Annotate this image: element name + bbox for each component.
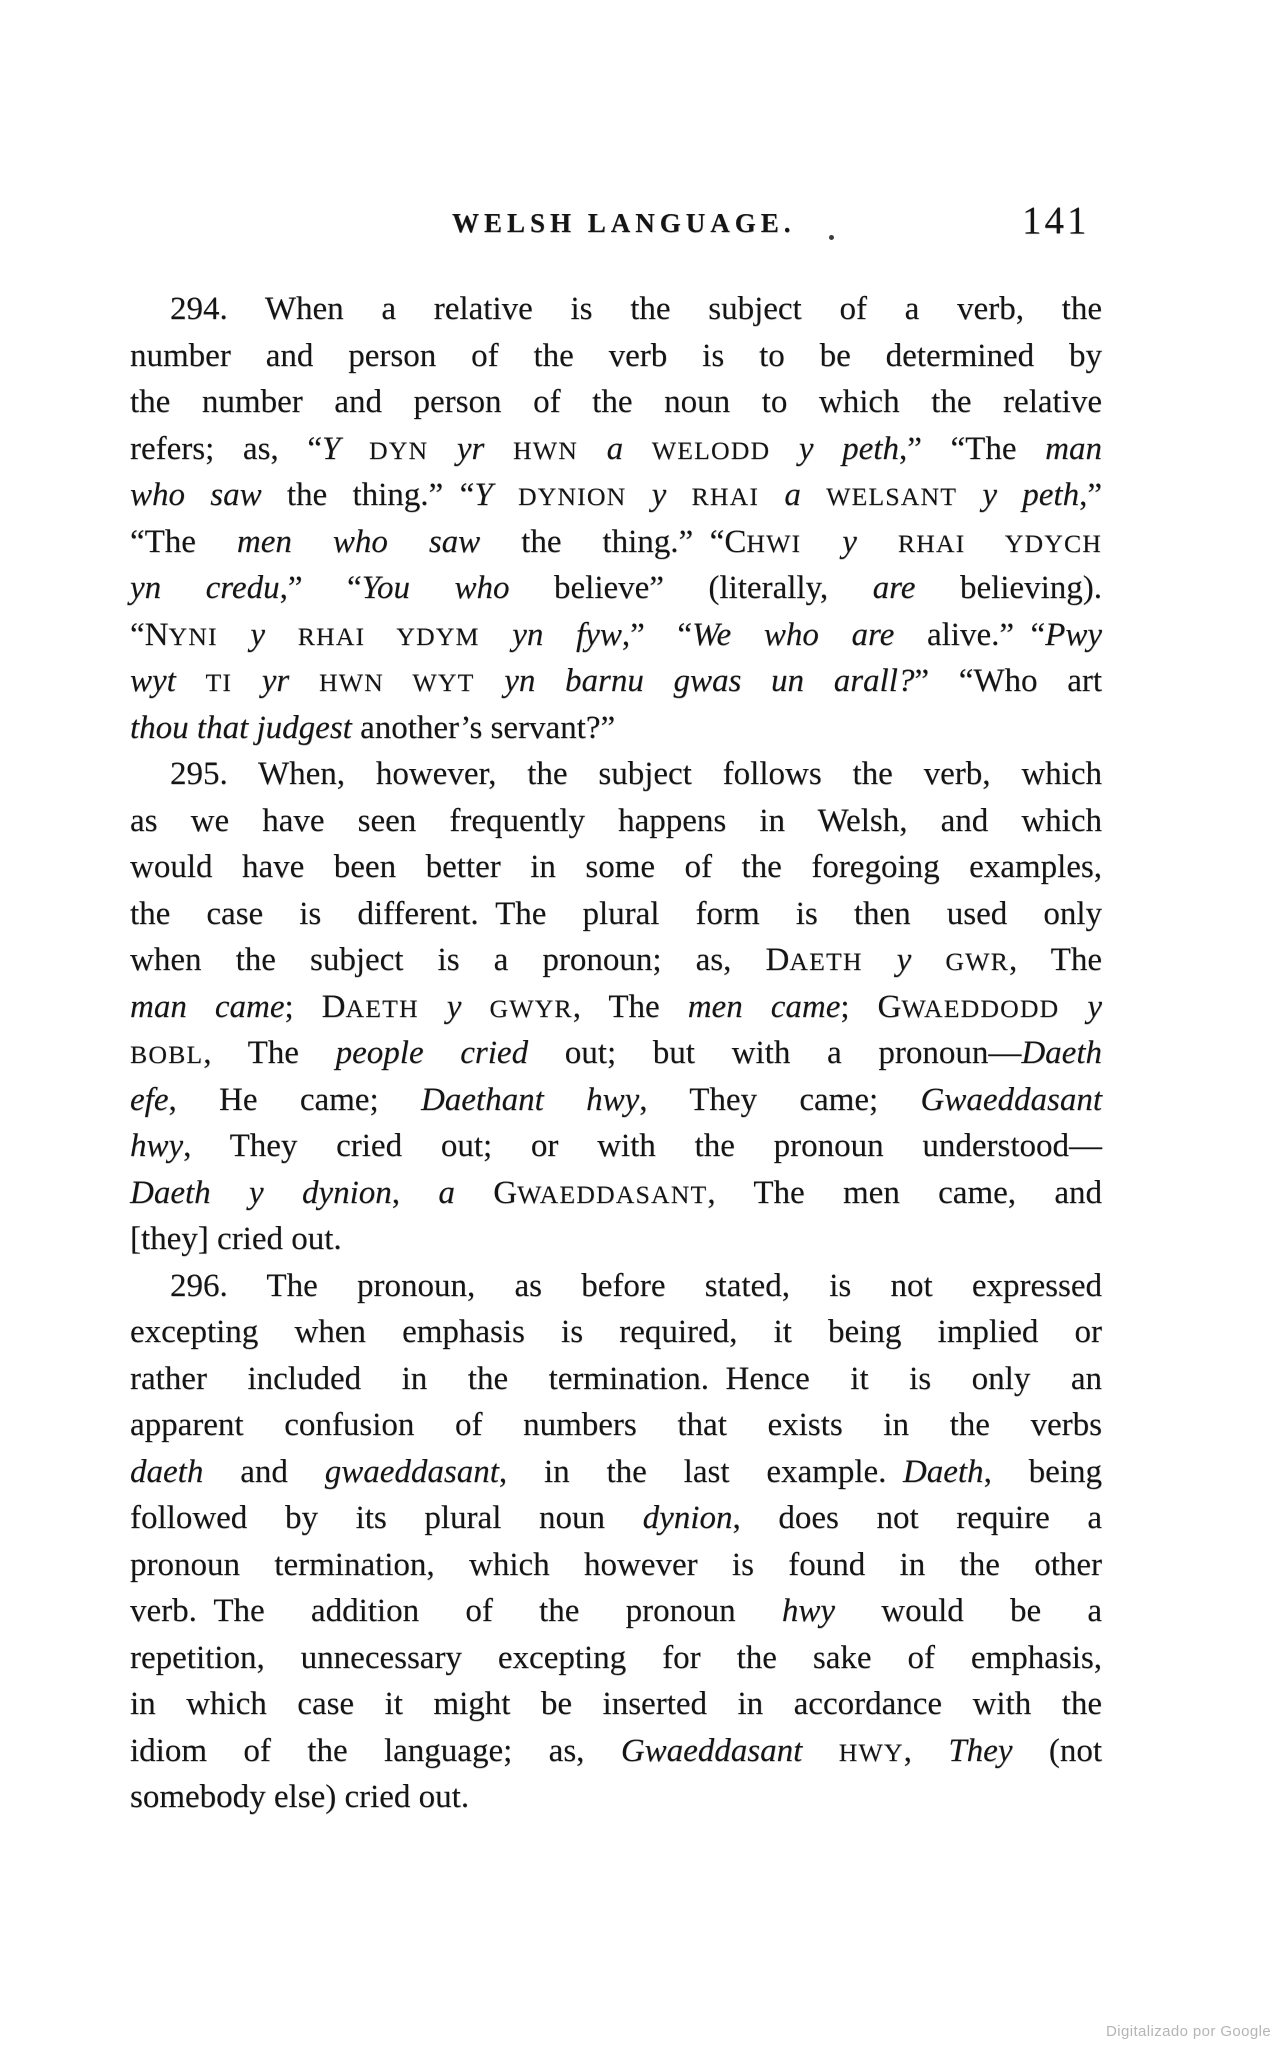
roman-text: number and person of the verb is to be determined by [130, 337, 1102, 374]
scan-artifact-dot [829, 235, 834, 240]
italic-text: Pwy [1045, 616, 1102, 653]
roman-text: apparent confusion of numbers that exists in the verbs [130, 1407, 1102, 1443]
text-line [130, 891, 1102, 938]
small-caps-text: HWN [513, 435, 578, 465]
italic-text: gwaeddasant [324, 1453, 499, 1490]
roman-text: as we have seen frequently happens in Welsh, and which [130, 802, 1102, 839]
italic-text: y [418, 988, 490, 1025]
roman-text: in which case it might be inserted in accordance with the [130, 1686, 1102, 1722]
text-line [130, 1216, 1102, 1263]
italic-text: Daeth y dynion [130, 1174, 392, 1211]
roman-text: pronoun termination, which however is found in the other [130, 1546, 1102, 1583]
italic-text: hwy [781, 1593, 835, 1629]
small-caps-text: TI [205, 668, 233, 697]
small-caps-text: BOBL [130, 1040, 204, 1069]
text-line [130, 1309, 1102, 1356]
italic-text: y [862, 942, 946, 978]
italic-text: y peth [770, 430, 899, 467]
text-line [130, 1542, 1102, 1589]
italic-text: men who saw [236, 523, 522, 560]
roman-text: would be a [835, 1593, 1103, 1629]
running-title: WELSH LANGUAGE. [452, 208, 796, 238]
roman-text: 295. When, however, the subject follows the verb, which [170, 756, 1102, 792]
text-line [130, 1263, 1102, 1310]
text-line [130, 612, 1102, 659]
italic-text: y [1059, 988, 1102, 1025]
roman-text: repetition, unnecessary excepting for the sake of emphasis, [130, 1639, 1102, 1676]
roman-text: “ [130, 616, 145, 653]
italic-text: hwy [130, 1128, 184, 1164]
roman-text: “The [130, 523, 237, 560]
italic-text: Gwaeddasant [620, 1732, 839, 1769]
roman-text: ” “Who art [914, 663, 1102, 699]
italic-text: are [872, 570, 916, 606]
text-line [130, 472, 1102, 519]
text-line [130, 798, 1102, 845]
small-caps-text: RHAI [691, 482, 760, 511]
text-block [130, 286, 1102, 1821]
small-caps-word: NYNI [144, 616, 218, 653]
roman-text: followed by its plural noun [130, 1500, 643, 1536]
roman-text: rather included in the termination. Hence it is only an [130, 1360, 1102, 1397]
roman-text: idiom of the language; as, [130, 1732, 621, 1769]
roman-text: verb. The addition of the pronoun [130, 1593, 782, 1629]
italic-text: people cried [335, 1035, 565, 1071]
small-caps-text: GWYR [489, 993, 573, 1023]
text-line [130, 519, 1102, 566]
roman-text: , The [1008, 942, 1102, 978]
italic-text: wyt [130, 663, 206, 699]
text-line [130, 286, 1102, 333]
text-line [130, 1449, 1102, 1496]
roman-text: somebody else) cried out. [130, 1779, 470, 1815]
text-line [130, 1356, 1102, 1403]
text-line [130, 1170, 1102, 1217]
paragraph [130, 286, 1102, 751]
italic-text: They [948, 1732, 1049, 1769]
roman-text: believing). [915, 570, 1102, 606]
text-line [130, 1588, 1102, 1635]
small-caps-text: RHAI YDYCH [897, 528, 1103, 558]
text-line [130, 1635, 1102, 1682]
italic-text: man [1045, 430, 1102, 467]
text-line [130, 333, 1102, 380]
text-line [130, 1728, 1102, 1775]
roman-text: [they] cried out. [130, 1221, 342, 1257]
roman-text: , being [983, 1453, 1102, 1490]
page-number: 141 [1022, 199, 1090, 242]
roman-text: , The [572, 988, 688, 1025]
text-line [130, 1077, 1102, 1124]
text-line [130, 1402, 1102, 1449]
roman-text: , They came; [639, 1081, 921, 1118]
roman-text: (not [1048, 1732, 1103, 1769]
italic-text: yn barnu gwas un arall? [474, 663, 915, 699]
small-caps-text: WELSANT [826, 482, 958, 511]
text-line [130, 658, 1102, 705]
roman-text: believe” (literally, [554, 570, 873, 606]
text-line [130, 379, 1102, 426]
italic-text: y [801, 523, 898, 560]
small-caps-text: HWN WYT [318, 668, 475, 697]
italic-text: men came [687, 988, 841, 1025]
roman-text: , The [203, 1035, 336, 1071]
roman-text: , [903, 1732, 949, 1769]
text-line [130, 426, 1102, 473]
roman-text: , in the last example. [498, 1453, 903, 1490]
small-caps-text: DYN [368, 435, 429, 465]
small-caps-text: HWY [838, 1737, 904, 1767]
text-line [130, 1030, 1102, 1077]
roman-text: out; but with a pronoun— [564, 1035, 1022, 1071]
roman-text: , He came; [168, 1081, 421, 1118]
text-line [130, 751, 1102, 798]
small-caps-word: DAETH [321, 988, 419, 1025]
italic-text: yn credu [130, 570, 280, 606]
paragraph [130, 1263, 1102, 1821]
roman-text: the thing.” “ [521, 523, 725, 560]
text-line [130, 1681, 1102, 1728]
italic-text: Daeth [902, 1453, 984, 1490]
small-caps-text: WELODD [651, 435, 771, 465]
text-line [130, 937, 1102, 984]
roman-text: ; [840, 988, 878, 1025]
roman-text: refers; as, “ [130, 430, 322, 467]
text-line [130, 844, 1102, 891]
roman-text: , does not require a [732, 1500, 1102, 1536]
roman-text: 296. The pronoun, as before stated, is not expressed [170, 1267, 1102, 1304]
roman-text: the case is different. The plural form is then used only [130, 895, 1102, 932]
text-line [130, 984, 1102, 1031]
italic-text: who saw [130, 477, 287, 513]
roman-text: ; [284, 988, 322, 1025]
italic-text: a [759, 477, 827, 513]
roman-text: would have been better in some of the foregoing examples, [130, 849, 1102, 885]
italic-text: efe [130, 1081, 169, 1118]
italic-text: You who [361, 570, 554, 606]
text-line [130, 1495, 1102, 1542]
text-line [130, 1123, 1102, 1170]
roman-text: ,” “ [621, 616, 693, 653]
small-caps-word: GWAEDDASANT [493, 1174, 708, 1211]
italic-text: We who are [692, 616, 927, 653]
italic-text: daeth [130, 1453, 241, 1490]
italic-text: Gwaeddasant [920, 1081, 1102, 1118]
italic-text: y peth [957, 477, 1080, 513]
italic-text: a [438, 1174, 494, 1211]
paragraph [130, 751, 1102, 1263]
roman-text: , The men came, and [707, 1174, 1103, 1211]
italic-text: thou that judgest [130, 709, 361, 746]
roman-text: another’s servant?” [360, 709, 616, 746]
small-caps-word: CHWI [724, 523, 802, 560]
small-caps-word: DAETH [765, 942, 863, 978]
italic-text: yr [428, 430, 514, 467]
small-caps-text: RHAI YDYM [297, 621, 480, 651]
italic-text: man came [130, 988, 285, 1025]
italic-text: yr [232, 663, 319, 699]
roman-text: , [391, 1174, 439, 1211]
roman-text: excepting when emphasis is required, it being implied or [130, 1314, 1102, 1350]
roman-text: when the subject is a pronoun; as, [130, 942, 766, 978]
small-caps-word: GWAEDDODD [877, 988, 1060, 1025]
italic-text: a [577, 430, 652, 467]
roman-text: and [240, 1453, 325, 1490]
roman-text: alive.” “ [926, 616, 1046, 653]
roman-text: the thing.” “ [286, 477, 475, 513]
italic-text: Y [474, 477, 518, 513]
roman-text: 294. When a relative is the subject of a verb, the [170, 291, 1102, 327]
italic-text: Daeth [1021, 1035, 1102, 1071]
text-line [130, 565, 1102, 612]
roman-text: ,” “ [279, 570, 362, 606]
small-caps-text: DYNION [517, 482, 627, 511]
italic-text: y [217, 616, 298, 653]
google-watermark: Digitalizado por Google [1106, 2023, 1272, 2040]
text-line [130, 705, 1102, 752]
roman-text: , They cried out; or with the pronoun understood— [183, 1128, 1102, 1164]
small-caps-text: GWR [945, 947, 1009, 976]
roman-text: the number and person of the noun to which the relative [130, 384, 1102, 420]
italic-text: dynion [642, 1500, 733, 1536]
italic-text: y [626, 477, 692, 513]
italic-text: Daethant hwy [420, 1081, 640, 1118]
italic-text: yn fyw [479, 616, 622, 653]
text-line [130, 1774, 1102, 1821]
roman-text: ,” [1079, 477, 1103, 513]
italic-text: Y [321, 430, 369, 467]
roman-text: ,” “The [898, 430, 1046, 467]
